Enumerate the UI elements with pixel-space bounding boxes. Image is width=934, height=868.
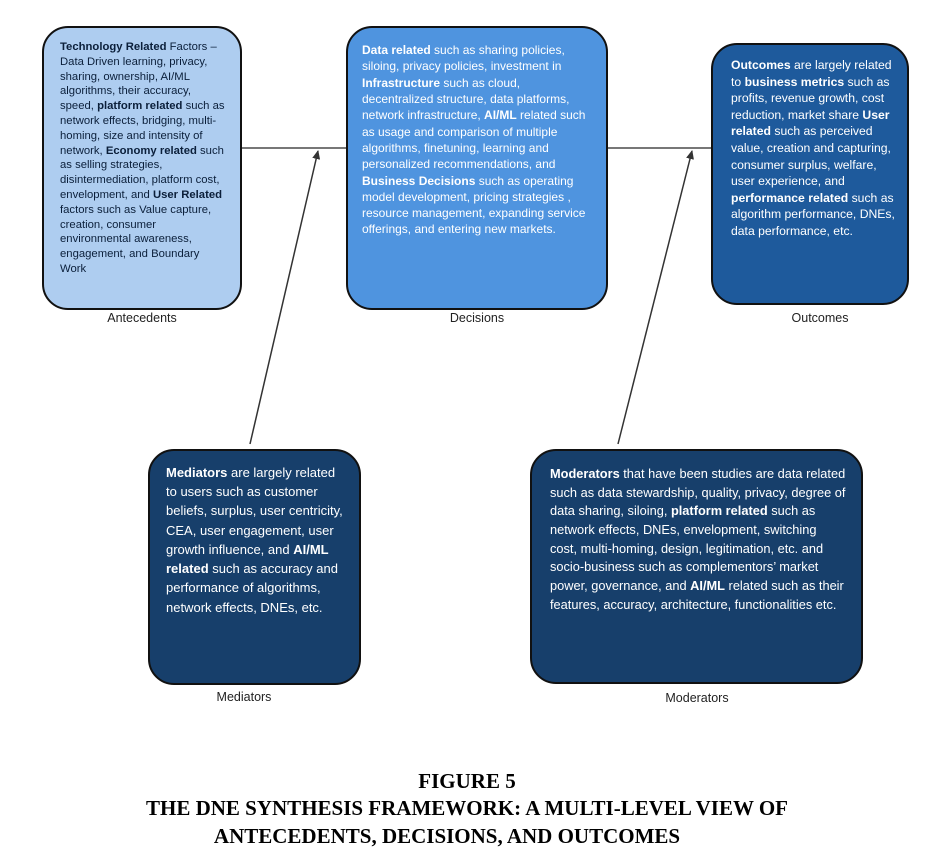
emphasis-term: Data related <box>362 43 431 57</box>
body-text: such as perceived value, creation and capturing, consumer surplus, welfare, user experience, and <box>731 124 891 189</box>
emphasis-term: Outcomes <box>731 58 791 72</box>
emphasis-term: performance related <box>731 190 849 205</box>
body-text: such as cloud, decentralized structure, data platforms, network infrastructure, <box>362 75 570 123</box>
body-text: such as algorithm performance, DNEs, data performance, etc. <box>731 190 895 238</box>
emphasis-term: User Related <box>152 188 223 201</box>
emphasis-term: Moderators <box>550 466 620 481</box>
emphasis-term: platform related <box>97 100 183 113</box>
emphasis-term: AI/ML <box>484 108 517 123</box>
emphasis-term: Infrastructure <box>362 75 441 90</box>
body-text: such as sharing policies, siloing, privacy policies, investment in <box>362 43 565 74</box>
body-text: such as selling strategies, disintermediation, platform cost, envelopment, and <box>60 144 224 201</box>
body-text: such as profits, revenue growth, cost reduction, market share <box>731 74 890 122</box>
antecedents-label: Antecedents <box>107 311 177 325</box>
decisions-label: Decisions <box>449 311 505 325</box>
body-text: Factors – Data Driven learning, privacy, sharing, ownership, AI/ML algorithms, their accuracy, speed, <box>60 41 217 113</box>
body-text: are largely related to <box>731 58 892 89</box>
body-text: are largely related to users such as customer beliefs, surplus, user centricity, CEA, user engagement, user growth influence, and <box>166 465 343 557</box>
moderators-box <box>530 449 863 684</box>
emphasis-term: AI/ML related <box>166 541 329 577</box>
arrow-mediators-to-link <box>250 151 318 444</box>
figure-number: FIGURE 5 <box>418 769 516 793</box>
body-text: such as accuracy and performance of algorithms, network effects, DNEs, etc. <box>166 561 338 615</box>
outcomes-box <box>711 43 909 305</box>
figure-title-line1: THE DNE SYNTHESIS FRAMEWORK: A MULTI-LEVEL VIEW OF <box>145 796 788 821</box>
body-text: factors such as Value capture, creation, consumer environmental awareness, engagement, and Boundary Work <box>60 203 212 275</box>
arrow-moderators-to-link <box>618 151 692 444</box>
emphasis-term: Technology Related <box>60 41 167 53</box>
emphasis-term: Mediators <box>166 465 228 480</box>
body-text: related such as usage and comparison of multiple algorithms, finetuning, learning and personalized recommendations, and <box>362 108 586 172</box>
figure-caption <box>0 768 934 850</box>
moderators-label: Moderators <box>665 691 729 705</box>
emphasis-term: platform related <box>670 503 768 519</box>
body-text: such as network effects, DNEs, envelopment, switching cost, multi-homing, design, legitimation, etc. and socio-business such as complementors’ market power, governance, and <box>550 503 824 594</box>
body-text: such as network effects, bridging, multi-homing, size and intensity of network, <box>60 100 225 157</box>
mediators-label: Mediators <box>216 690 272 704</box>
decisions-box <box>346 26 608 310</box>
body-text: related such as their features, accuracy, architecture, functionalities etc. <box>550 578 844 612</box>
figure-title-line2: ANTECEDENTS, DECISIONS, AND OUTCOMES <box>213 823 681 848</box>
emphasis-term: User related <box>731 107 890 139</box>
outcomes-label: Outcomes <box>791 311 849 325</box>
body-text: such as operating model development, pricing strategies , resource management, expanding service offerings, and entering new markets. <box>362 173 586 237</box>
mediators-box <box>148 449 361 685</box>
emphasis-term: Business Decisions <box>362 173 476 188</box>
emphasis-term: AI/ML <box>690 578 725 594</box>
emphasis-term: Economy related <box>105 144 197 157</box>
antecedents-box <box>42 26 242 310</box>
emphasis-term: business metrics <box>744 74 845 89</box>
body-text: that have been studies are data related such as data stewardship, quality, privacy, degree of data sharing, siloing, <box>550 466 846 519</box>
